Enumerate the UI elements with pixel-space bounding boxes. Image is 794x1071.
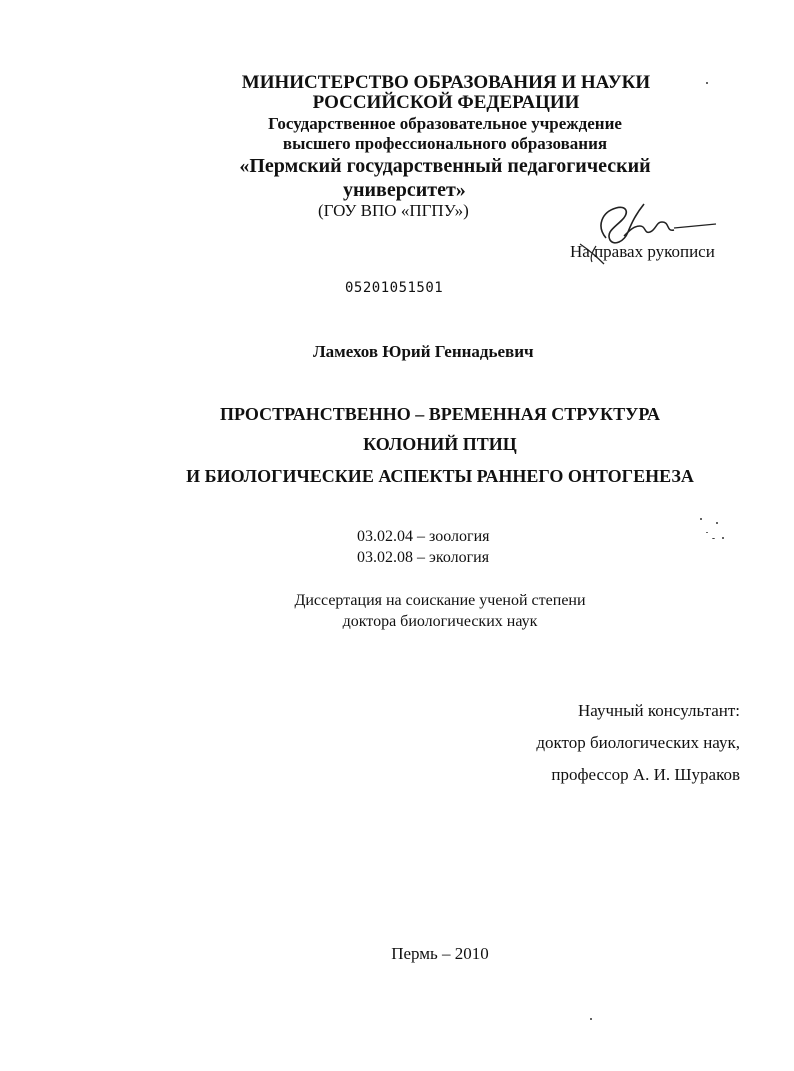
document-number: 05201051501	[345, 280, 444, 296]
title-line-3: И БИОЛОГИЧЕСКИЕ АСПЕКТЫ РАННЕГО ОНТОГЕНЕЗА	[186, 466, 694, 486]
ministry-line-2: РОССИЙСКОЙ ФЕДЕРАЦИИ	[312, 92, 580, 113]
title-line-1: ПРОСТРАНСТВЕННО – ВРЕМЕННАЯ СТРУКТУРА	[219, 404, 661, 424]
manuscript-note: На правах рукописи	[570, 242, 715, 261]
university-line-2: университет»	[343, 179, 466, 201]
university-line-1: «Пермский государственный педагогический	[239, 155, 651, 177]
degree-line-2: доктора биологических наук	[342, 613, 538, 630]
city-year: Пермь – 2010	[391, 944, 489, 963]
scan-speck	[700, 518, 702, 520]
author-name: Ламехов Юрий Геннадьевич	[313, 342, 534, 361]
specialty-ecology: 03.02.08 – экология	[357, 549, 490, 566]
university-abbreviation: (ГОУ ВПО «ПГПУ»)	[318, 201, 469, 220]
institution-line-1: Государственное образовательное учреждение	[268, 114, 622, 133]
scan-speck	[722, 537, 724, 539]
advisor-name: профессор А. И. Шураков	[551, 765, 740, 784]
advisor-degree: доктор биологических наук,	[536, 733, 740, 752]
specialty-zoology: 03.02.04 – зоология	[357, 528, 490, 545]
degree-line-1: Диссертация на соискание ученой степени	[294, 592, 586, 609]
scan-speck	[716, 522, 718, 524]
scan-speck	[712, 538, 715, 539]
ministry-line-1: МИНИСТЕРСТВО ОБРАЗОВАНИЯ И НАУКИ	[241, 72, 651, 93]
scan-speck	[706, 532, 708, 533]
scan-speck	[590, 1018, 592, 1020]
scan-speck	[706, 82, 708, 84]
advisor-heading: Научный консультант:	[578, 701, 740, 720]
title-line-2: КОЛОНИЙ ПТИЦ	[363, 434, 517, 454]
institution-line-2: высшего профессионального образования	[282, 134, 608, 153]
